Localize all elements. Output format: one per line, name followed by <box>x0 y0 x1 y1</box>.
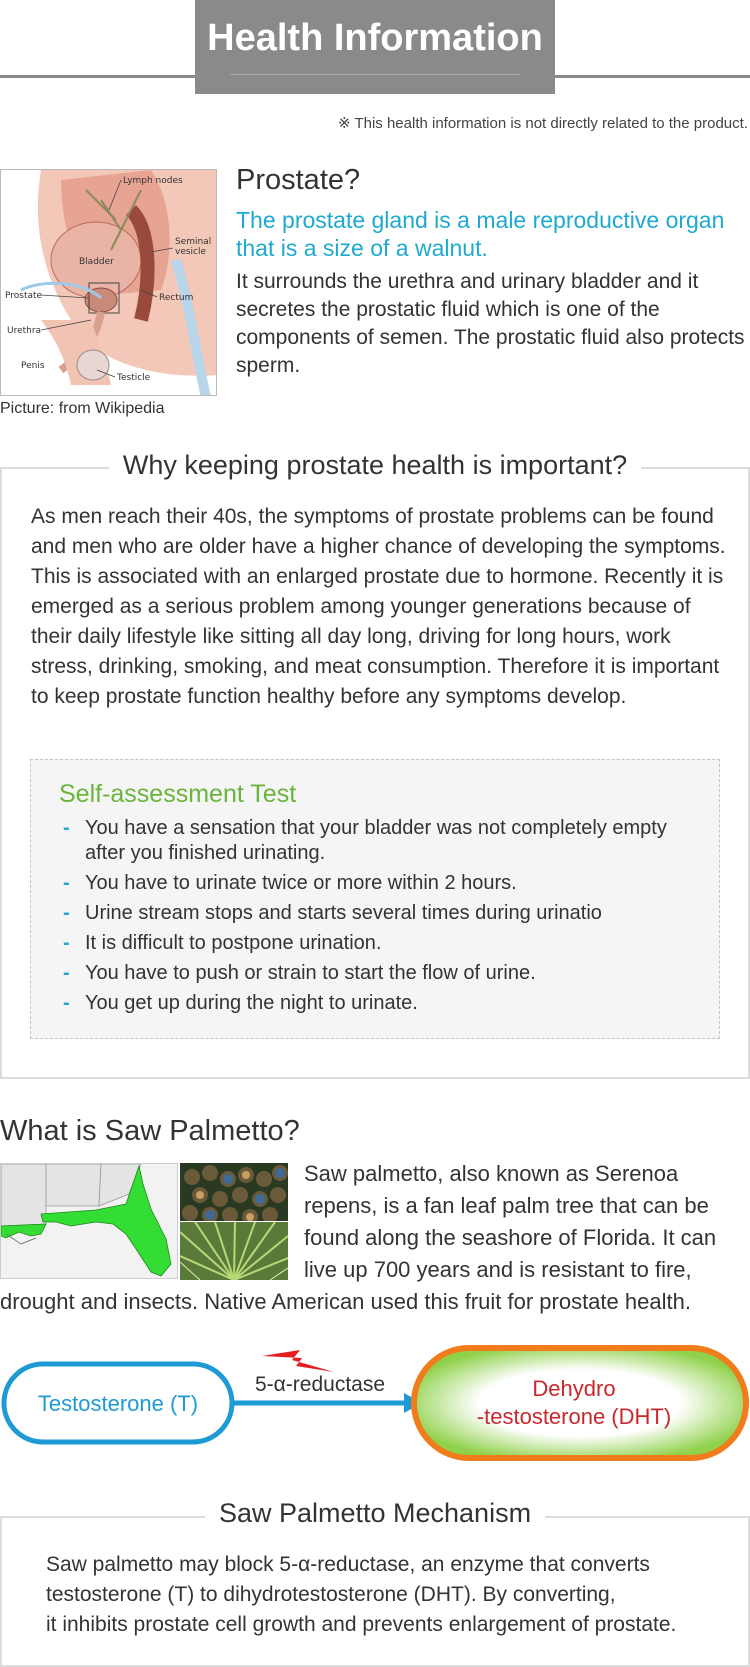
disclaimer-note: ※ This health information is not directly related to the product. <box>337 115 748 132</box>
list-item <box>63 991 703 1016</box>
mechanism-title-wrap <box>0 1498 750 1529</box>
prostate-description: It surrounds the urethra and urinary bladder and it secretes the prostatic fluid which is one of the components of semen. The prostatic fluid also protects sperm. <box>236 270 745 377</box>
dht-node <box>414 1348 746 1458</box>
label-penis: Penis <box>21 361 45 371</box>
list-item-text: It is difficult to postpone urination. <box>85 932 382 954</box>
list-item-text: You get up during the night to urinate. <box>85 992 418 1014</box>
label-bladder: Bladder <box>79 257 114 267</box>
mechanism-line-1: Saw palmetto may block 5-α-reductase, an enzyme that converts <box>46 1553 650 1576</box>
bullet-dash: - <box>63 932 70 954</box>
self-assessment-title: Self-assessment Test <box>59 780 297 808</box>
label-urethra: Urethra <box>7 326 42 336</box>
mechanism-title: Saw Palmetto Mechanism <box>205 1498 545 1528</box>
mechanism-body <box>46 1550 736 1640</box>
why-section-title: Why keeping prostate health is important? <box>109 450 641 480</box>
header-banner <box>195 0 555 94</box>
bullet-dash: - <box>63 817 70 839</box>
label-lymph-nodes: Lymph nodes <box>123 176 183 186</box>
why-section-title-wrap <box>0 450 750 481</box>
list-item-text: You have to urinate twice or more within 2 hours. <box>85 872 517 894</box>
saw-palmetto-description: Saw palmetto, also known as Serenoa repens, is a fan leaf palm tree that can be found along the seashore of Florida. It can live up 700 years and is resistant to fire, drought and insects. Native American used this fruit for prostate health. <box>0 1161 717 1314</box>
list-item <box>63 871 703 896</box>
testosterone-label: Testosterone (T) <box>37 1391 199 1416</box>
self-assessment-list <box>63 816 703 1021</box>
label-testicle: Testicle <box>117 373 151 383</box>
saw-palmetto-heading: What is Saw Palmetto? <box>0 1115 300 1147</box>
dht-label-line1: Dehydro <box>532 1376 616 1401</box>
page-title: Health Information <box>207 17 543 59</box>
saw-palmetto-text <box>0 1158 750 1318</box>
mechanism-line-3: it inhibits prostate cell growth and prevents enlargement of prostate. <box>46 1613 677 1636</box>
dht-label-line2: -testosterone (DHT) <box>476 1404 672 1429</box>
bullet-dash: - <box>63 992 70 1014</box>
list-item <box>63 816 703 866</box>
enzyme-label: 5-α-reductase <box>254 1373 386 1396</box>
picture-credit: Picture: from Wikipedia <box>0 400 165 417</box>
prostate-heading: Prostate? <box>236 164 361 196</box>
text-wrap-spacer <box>0 1158 304 1284</box>
list-item-text: You have a sensation that your bladder was not completely empty after you finished urinating. <box>85 817 667 864</box>
list-item <box>63 961 703 986</box>
conversion-diagram <box>0 1340 750 1480</box>
label-rectum: Rectum <box>159 293 194 303</box>
bullet-dash: - <box>63 872 70 894</box>
list-item-text: You have to push or strain to start the flow of urine. <box>85 962 536 984</box>
label-prostate: Prostate <box>5 291 43 301</box>
label-vesicle: vesicle <box>175 247 207 257</box>
list-item-text: Urine stream stops and starts several times during urinatio <box>85 902 602 924</box>
prostate-anatomy-image <box>0 169 217 396</box>
lightning-icon <box>262 1350 334 1372</box>
list-item <box>63 931 703 956</box>
self-assessment-box <box>30 759 720 1039</box>
bullet-dash: - <box>63 962 70 984</box>
header-underline <box>230 74 520 75</box>
label-seminal: Seminal <box>175 237 212 247</box>
list-item <box>63 901 703 926</box>
mechanism-line-2: testosterone (T) to dihydrotestosterone (DHT). By converting, <box>46 1583 616 1606</box>
bullet-dash: - <box>63 902 70 924</box>
why-section-body: As men reach their 40s, the symptoms of prostate problems can be found and men who are older have a higher chance of developing the symptoms. This is associated with an enlarged prostate due to hormone. Recently it is emerged as a serious problem among younger generations because of their daily lifestyle like sitting all day long, driving for long hours, work stress, drinking, smoking, and meat consumption. Therefore it is important to keep prostate function healthy before any symptoms develop. <box>31 505 726 708</box>
prostate-highlight: The prostate gland is a male reproductive organ that is a size of a walnut. <box>236 207 725 261</box>
